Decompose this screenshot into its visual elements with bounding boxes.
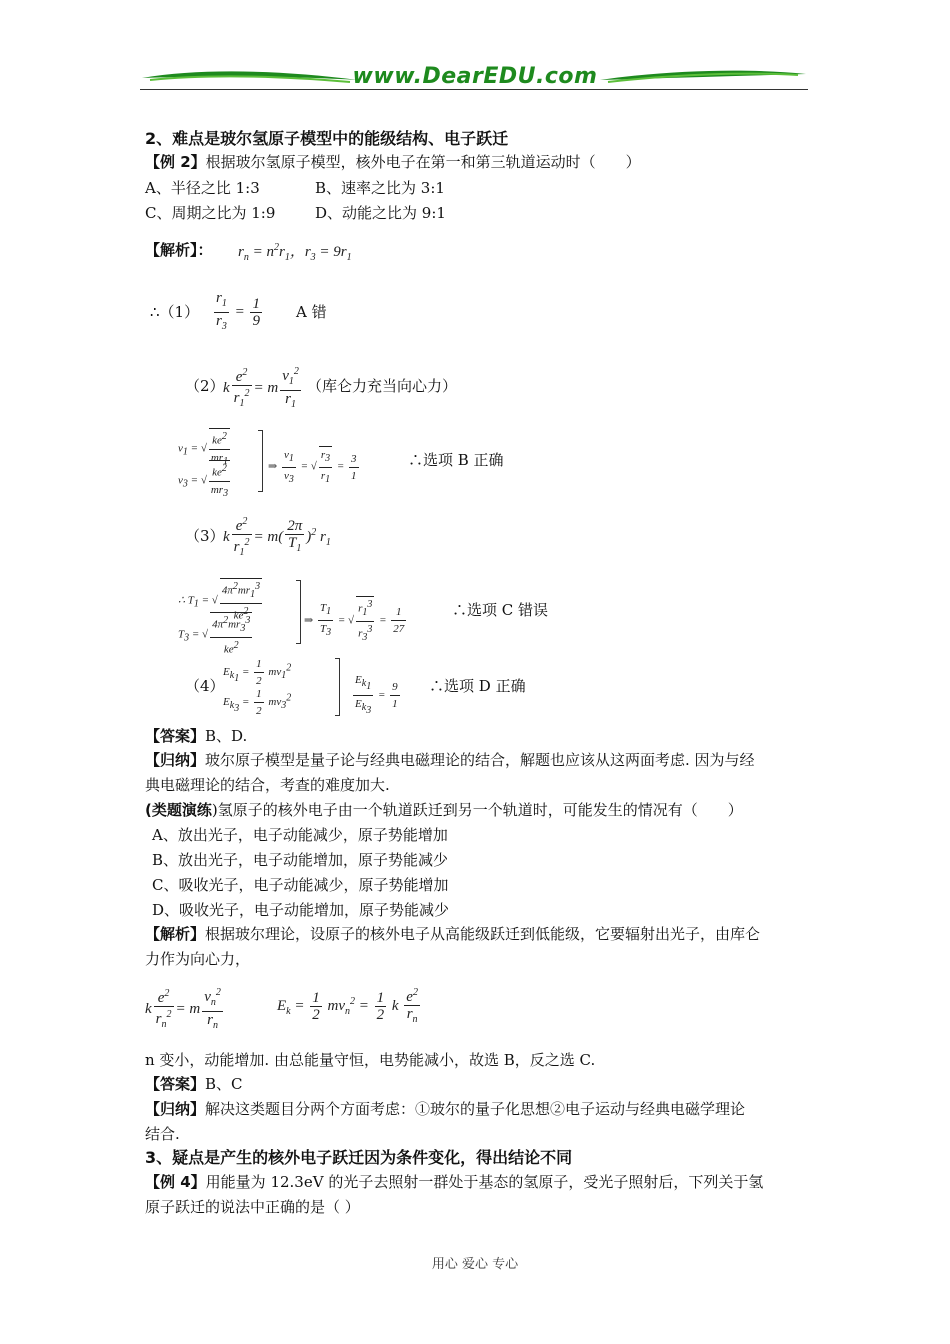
step-2-prefix: （2） <box>185 377 225 395</box>
step-1-prefix: ∴（1） <box>150 303 200 321</box>
summary-1-line-2: 典电磁理论的结合，考查的难度加大. <box>145 776 390 794</box>
header-rule <box>140 89 808 90</box>
formula-t1: ∴ $T_1$ = √ $\frac{4\pi^2mr_1^3}{ke^2}$ <box>178 578 264 624</box>
formula-ek1: $E_{k_1}$ = $\frac{1}{2}$ $mv_1^2$ <box>223 658 292 687</box>
formula-ek3: $E_{k_3}$ = $\frac{1}{2}$ $mv_3^2$ <box>223 688 292 717</box>
practice-question-text: )氢原子的核外电子由一个轨道跃迁到另一个轨道时，可能发生的情况有（ ） <box>211 801 743 819</box>
practice-option-a: A、放出光子，电子动能减少，原子势能增加 <box>152 826 448 844</box>
brace-right <box>335 658 340 716</box>
analysis-2-line-2: 力作为向心力， <box>145 950 251 968</box>
formula-coulomb-centripetal: k $\frac{e^2}{r_1^2}$ = m $\frac{v_1^2}{r_1}$ <box>223 366 299 410</box>
practice-question <box>145 800 743 820</box>
summary-2-line-2: 结合. <box>145 1125 180 1143</box>
practice-label: (类题演练 <box>145 801 212 819</box>
answer-text: B、C <box>205 1075 243 1093</box>
practice-option-c: C、吸收光子，电子动能减少，原子势能增加 <box>152 876 449 894</box>
example-4-line-1 <box>145 1172 763 1192</box>
formula-period-centripetal: k $\frac{e^2}{r_1^2}$ = m( $\frac{2\pi}{T_1}$ )$^2$ $r_1$ <box>223 516 331 558</box>
example-4-line-2: 原子跃迁的说法中正确的是（ ） <box>145 1198 360 1216</box>
summary-2-line-1 <box>145 1099 745 1119</box>
formula-v1: $v_1$ = √ $\frac{ke^2}{mr_1}$ <box>178 428 232 470</box>
section-3-title: 3、疑点是产生的核外电子跃迁因为条件变化，得出结论不同 <box>145 1148 573 1167</box>
answer-1 <box>145 726 247 746</box>
step-4 <box>185 656 585 716</box>
analysis-text: 根据玻尔理论，设原子的核外电子从高能级跃迁到低能级，它要辐射出光子，由库仑 <box>205 925 761 943</box>
formula-v3: $v_3$ = √ $\frac{ke^2}{mr_3}$ <box>178 460 232 502</box>
step-2-note: （库仑力充当向心力） <box>307 377 458 395</box>
leaf-swoosh-left-icon <box>140 66 360 86</box>
analysis-label: 【解析】： <box>145 241 213 259</box>
step-3-period-block <box>178 578 578 656</box>
example-text: 用能量为 12.3eV 的光子去照射一群处于基态的氢原子，受光子照射后，下列关于氢 <box>205 1173 764 1191</box>
answer-label: 【答案】 <box>145 727 206 745</box>
summary-1-line-1 <box>145 750 755 770</box>
question-text: 根据玻尔氢原子模型，核外电子在第一和第三轨道运动时（ ） <box>205 153 641 171</box>
step-4-prefix: （4） <box>185 677 225 695</box>
answer-2 <box>145 1074 243 1094</box>
option-a: A、半径之比 1:3 <box>145 179 260 197</box>
answer-label: 【答案】 <box>145 1075 206 1093</box>
step-3-prefix: （3） <box>185 527 225 545</box>
section-2-title: 2、难点是玻尔氢原子模型中的能级结构、电子跃迁 <box>145 129 509 148</box>
summary-text: 解决这类题目分两个方面考虑：①玻尔的量子化思想②电子运动与经典电磁学理论 <box>205 1100 746 1118</box>
option-c: C、周期之比为 1:9 <box>145 204 276 222</box>
practice-option-b: B、放出光子，电子动能增加，原子势能减少 <box>152 851 449 869</box>
example-label: 【例 4】 <box>145 1173 206 1191</box>
answer-text: B、D. <box>205 727 248 745</box>
formula-velocity-ratio: ⇒ $\frac{v_1}{v_3}$ = √ $\frac{r_3}{r_1}$ = $\frac{3}{1}$ <box>268 446 361 488</box>
analysis-2-line-1 <box>145 924 760 944</box>
brace-right <box>296 580 301 644</box>
formula-ek-ratio: $\frac{E_{k_1}}{E_{k_3}}$ = $\frac{9}{1}$ <box>355 674 398 717</box>
step-1-result: A 错 <box>296 303 327 321</box>
formula-t3: $T_3$ = √ $\frac{4\pi^2mr_3^3}{ke^2}$ <box>178 612 254 658</box>
formula-period-ratio: ⇒ $\frac{T_1}{T_3}$ = √ $\frac{r_1^3}{r_3^3}$ = $\frac{1}{27}$ <box>304 596 408 646</box>
practice-option-d: D、吸收光子，电子动能增加，原子势能减少 <box>152 901 450 919</box>
leaf-swoosh-right-icon <box>598 66 808 86</box>
step-3-result: ∴选项 C 错误 <box>452 601 549 619</box>
formula-coulomb-n: k $\frac{e^2}{r_n^2}$ = m $\frac{v_n^2}{r_n}$ <box>145 987 221 1031</box>
summary-label: 【归纳】 <box>145 751 206 769</box>
formula-radius-ratio: $\frac{r_1}{r_3}$ = $\frac{1}{9}$ <box>216 290 260 332</box>
step-2-velocity-block <box>178 428 518 499</box>
example-2-question <box>145 152 641 172</box>
option-d: D、动能之比为 9:1 <box>315 204 446 222</box>
step-2-result: ∴选项 B 正确 <box>408 451 504 469</box>
summary-text: 玻尔原子模型是量子论与经典电磁理论的结合，解题也应该从这两面考虑. 因为与经 <box>205 751 755 769</box>
summary-label: 【归纳】 <box>145 1100 206 1118</box>
step-4-result: ∴选项 D 正确 <box>429 677 526 695</box>
header-banner <box>140 60 808 96</box>
analysis-label: 【解析】 <box>145 925 206 943</box>
brace-right <box>258 430 263 492</box>
analysis-2-conclusion: n 变小，动能增加. 由总能量守恒，电势能减小，故选 B，反之选 C. <box>145 1051 596 1069</box>
formula-kinetic-energy: $E_k$ = $\frac{1}{2}$ $mv_n^2$ = $\frac{1}{2}$ k $\frac{e^2}{r_n}$ <box>277 987 418 1025</box>
option-b: B、速率之比为 3:1 <box>315 179 445 197</box>
site-logo: www.DearEDU.com <box>352 64 598 89</box>
example-label: 【例 2】 <box>145 153 206 171</box>
page-footer: 用心 爱心 专心 <box>431 1257 519 1272</box>
formula-radius: $r_n = n^2r_1$，$r_3 = 9r_1$ <box>238 242 352 263</box>
